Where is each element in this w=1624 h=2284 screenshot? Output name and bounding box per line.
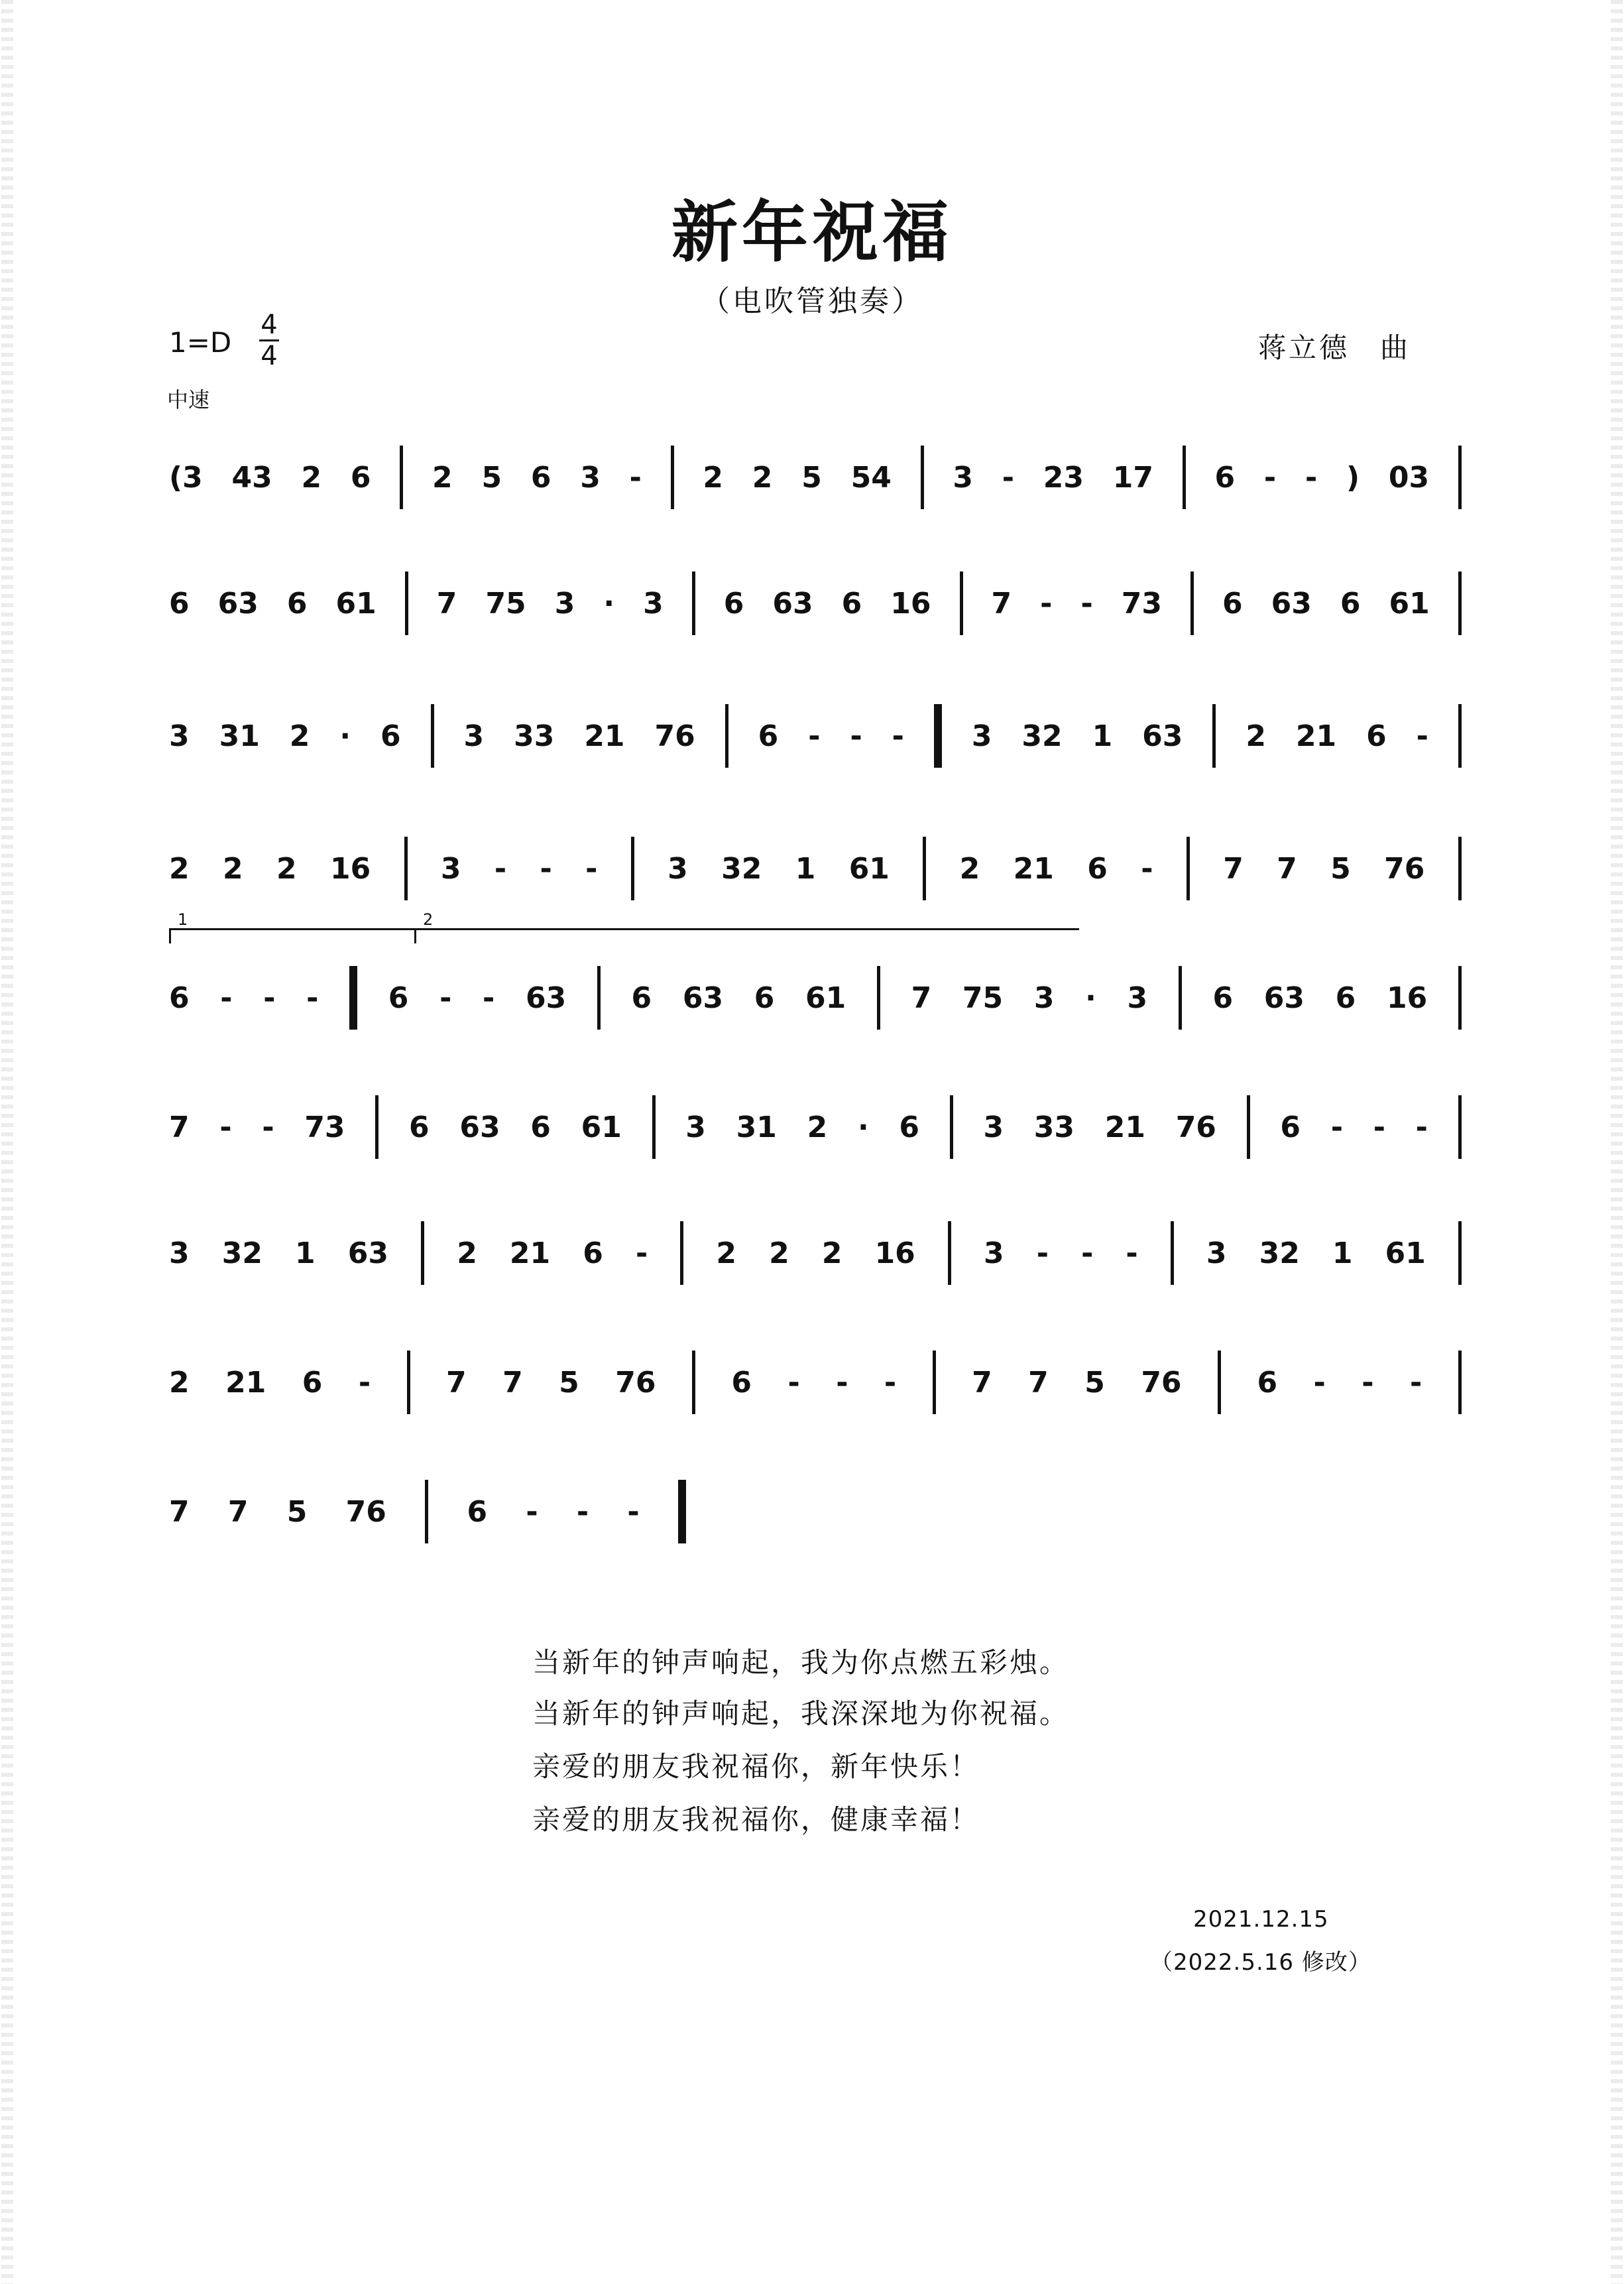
note: 61: [1389, 586, 1430, 621]
score-line-notes: [169, 1213, 1462, 1293]
note: -: [787, 1365, 800, 1400]
note: 3: [463, 719, 485, 753]
note: 5: [1330, 851, 1351, 886]
time-signature: [257, 310, 281, 371]
note: -: [358, 1365, 371, 1400]
barline: [877, 966, 880, 1030]
double-barline: [934, 704, 942, 768]
note: 63: [1263, 981, 1305, 1015]
note: 7: [436, 586, 457, 621]
note: 7: [1028, 1365, 1049, 1400]
note: 6: [1335, 981, 1356, 1015]
score-line-notes: [169, 564, 1462, 643]
tempo-marking: 中速: [167, 387, 210, 412]
note: 61: [1385, 1236, 1426, 1270]
barline: [960, 571, 963, 635]
barline: [671, 446, 674, 509]
barline: [933, 1351, 936, 1414]
lyric-line-2: 当新年的钟声响起，我深深地为你祝福。: [532, 1697, 1070, 1730]
barline: [421, 1221, 424, 1285]
note: 73: [1121, 586, 1162, 621]
left-edge-strip: [1, 0, 13, 2284]
barline: [1187, 837, 1190, 900]
barline: [1218, 1351, 1221, 1414]
note: 6: [758, 719, 779, 753]
double-barline: [678, 1480, 686, 1543]
note: 63: [682, 981, 724, 1015]
time-denominator: 4: [261, 341, 278, 371]
barline: [680, 1221, 683, 1285]
note: 76: [1141, 1365, 1182, 1400]
composition-date: 2021.12.15: [1193, 1906, 1329, 1933]
note: 3: [983, 1110, 1004, 1144]
note: 03: [1388, 460, 1430, 495]
barline: [1458, 446, 1462, 509]
note: ·: [1085, 981, 1096, 1015]
first-ending-number: 1: [178, 910, 188, 929]
note: 6: [731, 1365, 752, 1400]
note: 3: [169, 719, 190, 753]
note: 2: [716, 1236, 737, 1270]
note: 7: [169, 1110, 190, 1144]
note: 6: [1087, 851, 1108, 886]
note: 32: [221, 1236, 262, 1270]
note: -: [1002, 460, 1014, 495]
note: 76: [615, 1365, 656, 1400]
note: 5: [559, 1365, 579, 1400]
note: 32: [1021, 719, 1063, 753]
note: 6: [530, 460, 551, 495]
note: 3: [1127, 981, 1148, 1015]
note: 3: [1033, 981, 1055, 1015]
note: 6: [408, 1110, 430, 1144]
score-line-9: [169, 1472, 686, 1551]
note: 61: [848, 851, 890, 886]
double-barline: [349, 966, 357, 1030]
barline: [692, 571, 695, 635]
note: 16: [329, 851, 371, 886]
barline: [431, 704, 434, 768]
note: 6: [350, 460, 371, 495]
note: 1: [1332, 1236, 1353, 1270]
note: 23: [1043, 460, 1084, 495]
score-line-notes: [169, 1472, 686, 1551]
note: 7: [972, 1365, 992, 1400]
note: ): [1346, 460, 1360, 495]
score-line-notes: [169, 696, 1462, 776]
composer-credit: 蒋立德 曲: [1258, 331, 1411, 364]
note: 73: [304, 1110, 345, 1144]
note: -: [892, 719, 904, 753]
key-signature: 1=D: [169, 326, 232, 359]
note: -: [1080, 586, 1093, 621]
barline: [1171, 1221, 1174, 1285]
note: 3: [667, 851, 688, 886]
score-line-7: [169, 1213, 1462, 1293]
barline: [375, 1095, 378, 1159]
lyric-line-3: 亲爱的朋友我祝福你，新年快乐！: [532, 1750, 980, 1783]
barline: [631, 837, 634, 900]
barline: [400, 446, 403, 509]
note: ·: [339, 719, 351, 753]
note: 1: [795, 851, 816, 886]
note: 5: [1084, 1365, 1105, 1400]
note: -: [884, 1365, 897, 1400]
second-ending-bracket: [414, 910, 1079, 943]
note: 76: [1384, 851, 1425, 886]
note: 6: [530, 1110, 551, 1144]
barline: [1458, 1221, 1462, 1285]
note: 7: [991, 586, 1012, 621]
note: 54: [850, 460, 892, 495]
note: 6: [1214, 460, 1236, 495]
note: 5: [801, 460, 822, 495]
barline: [407, 1351, 410, 1414]
barline: [923, 837, 926, 900]
note: 21: [509, 1236, 551, 1270]
note: 75: [485, 586, 526, 621]
note: 61: [335, 586, 377, 621]
time-numerator: 4: [261, 310, 278, 340]
score-line-5: [169, 958, 1462, 1038]
barline: [1458, 1351, 1462, 1414]
note: 6: [1366, 719, 1387, 753]
note: 2: [169, 1365, 190, 1400]
barline: [1190, 571, 1194, 635]
note: 76: [1175, 1110, 1216, 1144]
note: 32: [721, 851, 762, 886]
lyric-line-4: 亲爱的朋友我祝福你，健康幸福！: [532, 1803, 980, 1836]
note: 31: [736, 1110, 777, 1144]
note: 2: [222, 851, 243, 886]
note: 6: [169, 586, 190, 621]
barline: [597, 966, 601, 1030]
note: -: [1409, 1365, 1422, 1400]
score-line-notes: [169, 958, 1462, 1038]
note: 6: [169, 981, 190, 1015]
score-line-6: [169, 1087, 1462, 1167]
note: -: [219, 1110, 232, 1144]
note: 16: [874, 1236, 915, 1270]
note: 3: [685, 1110, 706, 1144]
note: 6: [286, 586, 308, 621]
note: 6: [1257, 1365, 1278, 1400]
note: 33: [1033, 1110, 1075, 1144]
note: 6: [1340, 586, 1361, 621]
page-subtitle: （电吹管独奏）: [701, 284, 923, 318]
note: 3: [580, 460, 601, 495]
note: 33: [514, 719, 555, 753]
note: 6: [754, 981, 775, 1015]
barline: [1458, 704, 1462, 768]
note: 5: [286, 1494, 308, 1529]
note: -: [1373, 1110, 1385, 1144]
first-ending-bracket: [169, 910, 416, 943]
note: 17: [1112, 460, 1153, 495]
note: -: [526, 1494, 538, 1529]
note: 31: [219, 719, 260, 753]
note: 63: [347, 1236, 388, 1270]
note: -: [836, 1365, 848, 1400]
note: 61: [581, 1110, 622, 1144]
score-line-1: [169, 438, 1462, 517]
note: ·: [603, 586, 615, 621]
note: 7: [227, 1494, 249, 1529]
note: 2: [769, 1236, 789, 1270]
note: 3: [983, 1236, 1004, 1270]
note: 7: [502, 1365, 523, 1400]
note: 2: [1246, 719, 1266, 753]
note: 6: [1222, 586, 1243, 621]
second-ending-number: 2: [423, 910, 434, 929]
note: 2: [276, 851, 297, 886]
note: 43: [231, 460, 272, 495]
revision-date: （2022.5.16 修改）: [1150, 1949, 1371, 1976]
note: -: [576, 1494, 589, 1529]
note: 5: [481, 460, 502, 495]
note: 3: [169, 1236, 190, 1270]
note: 2: [432, 460, 453, 495]
note: 2: [457, 1236, 477, 1270]
note: 6: [1212, 981, 1234, 1015]
note: 21: [1013, 851, 1054, 886]
note: 6: [583, 1236, 603, 1270]
note: -: [629, 460, 642, 495]
note: 63: [459, 1110, 500, 1144]
note: 21: [584, 719, 625, 753]
note: 6: [302, 1365, 323, 1400]
right-edge-strip: [1611, 0, 1623, 2284]
note: 1: [295, 1236, 316, 1270]
note: -: [483, 981, 495, 1015]
note: 6: [380, 719, 401, 753]
barline: [1212, 704, 1216, 768]
note: 21: [1295, 719, 1337, 753]
page-title: 新年祝福: [671, 193, 953, 271]
note: -: [1362, 1365, 1374, 1400]
barline: [404, 837, 408, 900]
barline: [921, 446, 924, 509]
score-line-3: [169, 696, 1462, 776]
note: -: [1036, 1236, 1049, 1270]
note: -: [1126, 1236, 1138, 1270]
note: -: [808, 719, 821, 753]
note: -: [627, 1494, 640, 1529]
note: 76: [345, 1494, 386, 1529]
note: 7: [169, 1494, 190, 1529]
note: 63: [525, 981, 567, 1015]
note: 63: [1271, 586, 1312, 621]
barline: [950, 1095, 953, 1159]
barline: [948, 1221, 951, 1285]
note: 63: [217, 586, 259, 621]
note: 6: [1280, 1110, 1301, 1144]
note: 63: [1142, 719, 1183, 753]
note: 21: [225, 1365, 266, 1400]
score-line-notes: [169, 829, 1462, 908]
note: 2: [752, 460, 773, 495]
barline: [725, 704, 728, 768]
barline: [1183, 446, 1186, 509]
note: -: [1330, 1110, 1343, 1144]
score-line-notes: [169, 1343, 1462, 1422]
barline: [1458, 571, 1462, 635]
note: 3: [953, 460, 973, 495]
barline: [1179, 966, 1182, 1030]
barline: [1458, 1095, 1462, 1159]
score-line-4: [169, 829, 1462, 908]
note: 3: [971, 719, 992, 753]
note: 76: [654, 719, 695, 753]
note: 61: [805, 981, 846, 1015]
note: 2: [301, 460, 322, 495]
note: 6: [899, 1110, 919, 1144]
note: 3: [1206, 1236, 1227, 1270]
note: -: [1263, 460, 1277, 495]
score-line-notes: [169, 438, 1462, 517]
note: 6: [467, 1494, 488, 1529]
barline: [1247, 1095, 1250, 1159]
note: -: [263, 981, 276, 1015]
note: 75: [962, 981, 1004, 1015]
note: -: [1040, 586, 1053, 621]
note: -: [1141, 851, 1153, 886]
note: 2: [169, 851, 190, 886]
score-line-2: [169, 564, 1462, 643]
note: -: [1313, 1365, 1326, 1400]
barline: [405, 571, 408, 635]
note: 21: [1104, 1110, 1145, 1144]
note: -: [540, 851, 552, 886]
note: -: [262, 1110, 274, 1144]
note: (3: [169, 460, 203, 495]
note: -: [585, 851, 598, 886]
note: 7: [911, 981, 932, 1015]
note: -: [635, 1236, 648, 1270]
note: 16: [1386, 981, 1428, 1015]
note: 6: [388, 981, 409, 1015]
note: 2: [703, 460, 724, 495]
note: -: [306, 981, 319, 1015]
note: 6: [631, 981, 652, 1015]
lyric-line-1: 当新年的钟声响起，我为你点燃五彩烛。: [532, 1646, 1070, 1679]
note: -: [1305, 460, 1318, 495]
note: 3: [643, 586, 664, 621]
note: 32: [1259, 1236, 1300, 1270]
note: -: [850, 719, 862, 753]
barline: [652, 1095, 656, 1159]
note: -: [1081, 1236, 1094, 1270]
note: -: [220, 981, 233, 1015]
note: ·: [857, 1110, 869, 1144]
note: 3: [554, 586, 575, 621]
score-line-8: [169, 1343, 1462, 1422]
note: 2: [289, 719, 310, 753]
note: 63: [772, 586, 813, 621]
note: 2: [807, 1110, 828, 1144]
barline: [425, 1480, 428, 1543]
note: -: [439, 981, 452, 1015]
note: 6: [841, 586, 862, 621]
note: 16: [890, 586, 931, 621]
barline: [1458, 837, 1462, 900]
note: 7: [446, 1365, 467, 1400]
note: 1: [1092, 719, 1113, 753]
score-line-notes: [169, 1087, 1462, 1167]
note: 2: [821, 1236, 842, 1270]
note: -: [1415, 1110, 1428, 1144]
note: -: [1416, 719, 1428, 753]
note: 7: [1277, 851, 1297, 886]
note: 2: [959, 851, 980, 886]
note: -: [494, 851, 507, 886]
barline: [692, 1351, 695, 1414]
barline: [1458, 966, 1462, 1030]
note: 7: [1223, 851, 1244, 886]
note: 6: [723, 586, 744, 621]
note: 3: [440, 851, 461, 886]
